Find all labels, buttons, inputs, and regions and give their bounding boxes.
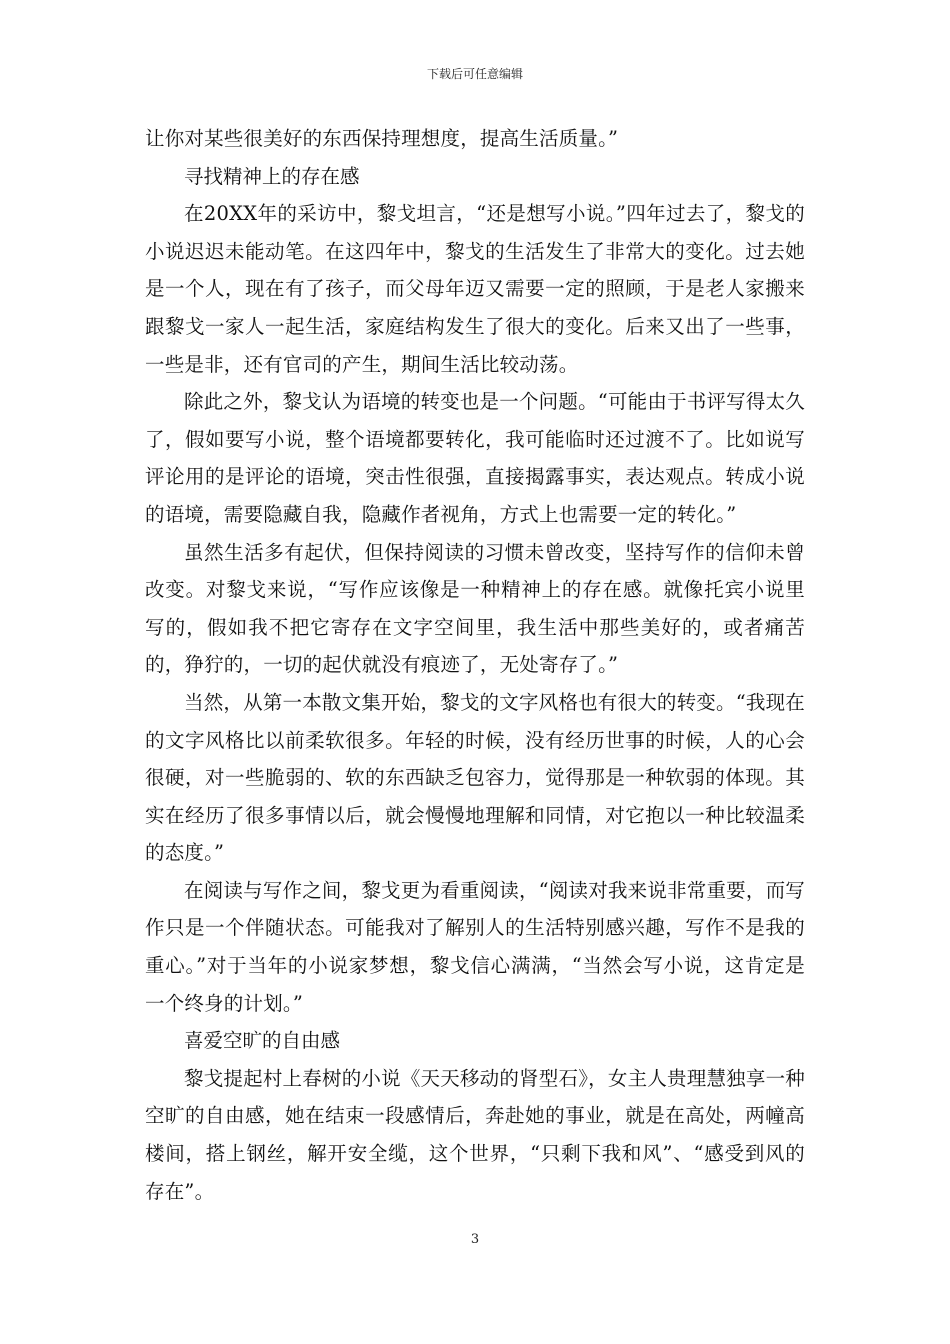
paragraph-writing-belief: 虽然生活多有起伏，但保持阅读的习惯未曾改变，坚持写作的信仰未曾改变。对黎戈来说，“写作应该像是一种精神上的存在感。就像托宾小说里写的，假如我不把它寄存在文字空间里，我生活中那些美好的，或者痛苦的，狰狞的，一切的起伏就没有痕迹了，无处寄存了。” bbox=[145, 540, 805, 677]
paragraph-interview: 在20XX年的采访中，黎戈坦言，“还是想写小说。”四年过去了，黎戈的小说迟迟未能动笔。在这四年中，黎戈的生活发生了非常大的变化。过去她是一个人，现在有了孩子，而父母年迈又需要一定的照顾，于是老人家搬来跟黎戈一家人一起生活，家庭结构发生了很大的变化。后来又出了一些事，一些是非，还有官司的产生，期间生活比较动荡。 bbox=[145, 202, 805, 376]
document-body bbox=[145, 120, 805, 1210]
section-heading-existence: 寻找精神上的存在感 bbox=[184, 164, 360, 188]
page-number: 3 bbox=[470, 1232, 480, 1247]
paragraph-context-shift: 除此之外，黎戈认为语境的转变也是一个问题。“可能由于书评写得太久了，假如要写小说，整个语境都要转化，我可能临时还过渡不了。比如说写评论用的是评论的语境，突击性很强，直接揭露事实，表达观点。转成小说的语境，需要隐藏自我，隐藏作者视角，方式上也需要一定的转化。” bbox=[145, 390, 805, 526]
page-header: 下载后可任意编辑 bbox=[426, 67, 523, 81]
section-heading-freedom: 喜爱空旷的自由感 bbox=[184, 1029, 341, 1053]
paragraph-reading-vs-writing: 在阅读与写作之间，黎戈更为看重阅读，“阅读对我来说非常重要，而写作只是一个伴随状态。可能我对了解别人的生活特别感兴趣，写作不是我的重心。”对于当年的小说家梦想，黎戈信心满满，“当然会写小说，这肯定是一个终身的计划。” bbox=[145, 878, 805, 1015]
paragraph-continuation: 让你对某些很美好的东西保持理想度，提高生活质量。” bbox=[145, 127, 619, 150]
paragraph-style-change: 当然，从第一本散文集开始，黎戈的文字风格也有很大的转变。“我现在的文字风格比以前柔软很多。年轻的时候，没有经历世事的时候，人的心会很硬，对一些脆弱的、软的东西缺乏包容力，觉得那是一种软弱的体现。其实在经历了很多事情以后，就会慢慢地理解和同情，对它抱以一种比较温柔的态度。” bbox=[145, 690, 805, 865]
paragraph-murakami: 黎戈提起村上春树的小说《天天移动的肾型石》，女主人贵理慧独享一种空旷的自由感，她在结束一段感情后，奔赴她的事业，就是在高处，两幢高楼间，搭上钢丝，解开安全缆，这个世界，“只剩下我和风”、“感受到风的存在”。 bbox=[145, 1066, 805, 1203]
